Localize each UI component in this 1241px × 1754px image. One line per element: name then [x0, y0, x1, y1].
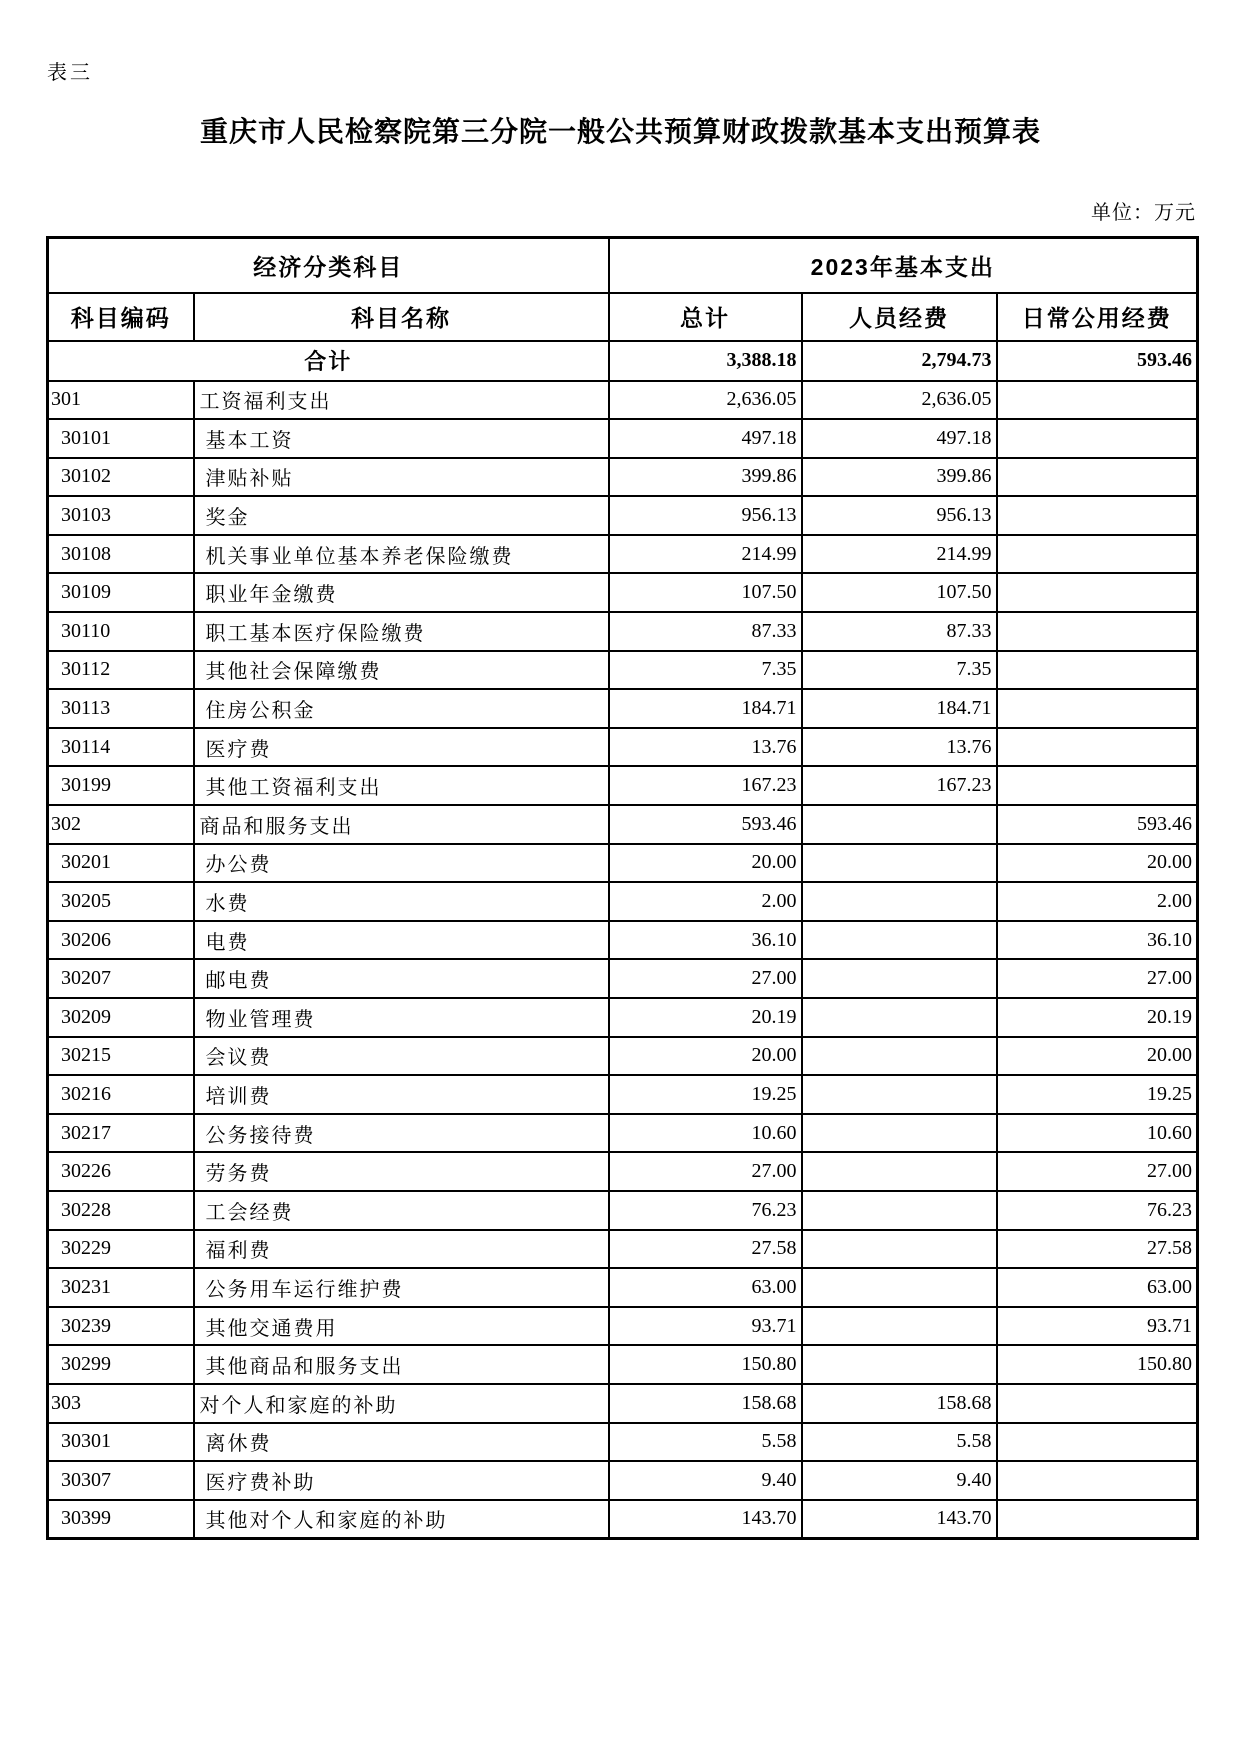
- personnel-cell: [802, 1230, 997, 1269]
- subject-name-cell: 机关事业单位基本养老保险缴费: [194, 535, 609, 574]
- daily-expense-cell: 27.58: [997, 1230, 1198, 1269]
- total-cell: 158.68: [609, 1384, 802, 1423]
- table-row: [48, 959, 1198, 998]
- total-cell: 36.10: [609, 921, 802, 960]
- personnel-cell: [802, 805, 997, 844]
- daily-expense-cell: 20.00: [997, 844, 1198, 883]
- total-cell: 150.80: [609, 1345, 802, 1384]
- subject-code-cell: 30108: [48, 535, 194, 574]
- table-row: [48, 882, 1198, 921]
- subject-name-cell: 奖金: [194, 496, 609, 535]
- daily-expense-cell: 20.19: [997, 998, 1198, 1037]
- daily-expense-cell: [997, 766, 1198, 805]
- header-2023-basic-expenditure: 2023年基本支出: [609, 238, 1198, 293]
- personnel-cell: [802, 921, 997, 960]
- column-header-subject-code: 科目编码: [48, 293, 194, 341]
- daily-expense-cell: [997, 612, 1198, 651]
- table-row: [48, 1500, 1198, 1539]
- table-row: [48, 1307, 1198, 1346]
- personnel-cell: [802, 882, 997, 921]
- subject-name-cell: 邮电费: [194, 959, 609, 998]
- subject-name-cell: 工资福利支出: [194, 381, 609, 420]
- daily-expense-cell: [997, 1384, 1198, 1423]
- personnel-cell: [802, 998, 997, 1037]
- grand-total-label: 合计: [48, 341, 609, 381]
- subject-name-cell: 其他社会保障缴费: [194, 651, 609, 690]
- subject-name-cell: 津贴补贴: [194, 458, 609, 497]
- daily-expense-cell: 19.25: [997, 1075, 1198, 1114]
- daily-expense-cell: [997, 458, 1198, 497]
- document-tag: 表三: [47, 62, 93, 84]
- subject-name-cell: 其他交通费用: [194, 1307, 609, 1346]
- personnel-cell: 5.58: [802, 1423, 997, 1462]
- subject-code-cell: 30226: [48, 1152, 194, 1191]
- subject-code-cell: 30307: [48, 1461, 194, 1500]
- personnel-cell: 399.86: [802, 458, 997, 497]
- subject-name-cell: 福利费: [194, 1230, 609, 1269]
- subject-name-cell: 电费: [194, 921, 609, 960]
- personnel-cell: 2,636.05: [802, 381, 997, 420]
- subject-code-cell: 30113: [48, 689, 194, 728]
- grand-total-personnel-cell: 2,794.73: [802, 341, 997, 381]
- personnel-cell: 497.18: [802, 419, 997, 458]
- total-cell: 27.58: [609, 1230, 802, 1269]
- subject-name-cell: 劳务费: [194, 1152, 609, 1191]
- personnel-cell: 184.71: [802, 689, 997, 728]
- subject-name-cell: 离休费: [194, 1423, 609, 1462]
- total-cell: 13.76: [609, 728, 802, 767]
- subject-code-cell: 30199: [48, 766, 194, 805]
- column-header-total: 总计: [609, 293, 802, 341]
- total-cell: 593.46: [609, 805, 802, 844]
- header-group-row: [48, 238, 1198, 293]
- table-row: [48, 921, 1198, 960]
- table-row: [48, 1461, 1198, 1500]
- daily-expense-cell: [997, 496, 1198, 535]
- total-cell: 2.00: [609, 882, 802, 921]
- table-row: [48, 805, 1198, 844]
- daily-expense-cell: 27.00: [997, 1152, 1198, 1191]
- subject-code-cell: 30103: [48, 496, 194, 535]
- total-cell: 76.23: [609, 1191, 802, 1230]
- total-cell: 5.58: [609, 1423, 802, 1462]
- total-cell: 497.18: [609, 419, 802, 458]
- subject-code-cell: 30228: [48, 1191, 194, 1230]
- table-row: [48, 766, 1198, 805]
- total-cell: 9.40: [609, 1461, 802, 1500]
- daily-expense-cell: 76.23: [997, 1191, 1198, 1230]
- total-cell: 20.00: [609, 844, 802, 883]
- personnel-cell: 7.35: [802, 651, 997, 690]
- total-cell: 10.60: [609, 1114, 802, 1153]
- header-columns-row: [48, 293, 1198, 341]
- table-row: [48, 998, 1198, 1037]
- subject-name-cell: 基本工资: [194, 419, 609, 458]
- total-cell: 20.00: [609, 1037, 802, 1076]
- subject-name-cell: 其他对个人和家庭的补助: [194, 1500, 609, 1539]
- personnel-cell: [802, 1345, 997, 1384]
- subject-code-cell: 30299: [48, 1345, 194, 1384]
- total-cell: 7.35: [609, 651, 802, 690]
- table-row: [48, 535, 1198, 574]
- personnel-cell: [802, 1268, 997, 1307]
- table-row: [48, 381, 1198, 420]
- daily-expense-cell: 36.10: [997, 921, 1198, 960]
- unit-note: 单位：万元: [1091, 202, 1196, 224]
- daily-expense-cell: 593.46: [997, 805, 1198, 844]
- subject-name-cell: 公务用车运行维护费: [194, 1268, 609, 1307]
- subject-code-cell: 30101: [48, 419, 194, 458]
- personnel-cell: [802, 1191, 997, 1230]
- table-row: [48, 689, 1198, 728]
- daily-expense-cell: 150.80: [997, 1345, 1198, 1384]
- daily-expense-cell: 63.00: [997, 1268, 1198, 1307]
- subject-code-cell: 30201: [48, 844, 194, 883]
- table-row: [48, 1345, 1198, 1384]
- daily-expense-cell: [997, 651, 1198, 690]
- subject-code-cell: 30114: [48, 728, 194, 767]
- personnel-cell: [802, 1037, 997, 1076]
- table-row: [48, 728, 1198, 767]
- subject-name-cell: 职业年金缴费: [194, 573, 609, 612]
- subject-name-cell: 住房公积金: [194, 689, 609, 728]
- subject-name-cell: 商品和服务支出: [194, 805, 609, 844]
- subject-name-cell: 其他商品和服务支出: [194, 1345, 609, 1384]
- subject-code-cell: 30399: [48, 1500, 194, 1539]
- page-title: 重庆市人民检察院第三分院一般公共预算财政拨款基本支出预算表: [199, 116, 1041, 147]
- daily-expense-cell: [997, 1461, 1198, 1500]
- table-row: [48, 1075, 1198, 1114]
- table-body: [48, 341, 1198, 1539]
- personnel-cell: 956.13: [802, 496, 997, 535]
- total-cell: 19.25: [609, 1075, 802, 1114]
- table-row: [48, 458, 1198, 497]
- daily-expense-cell: [997, 381, 1198, 420]
- total-cell: 20.19: [609, 998, 802, 1037]
- table-row: [48, 1384, 1198, 1423]
- subject-name-cell: 工会经费: [194, 1191, 609, 1230]
- subject-code-cell: 30110: [48, 612, 194, 651]
- grand-total-daily-cell: 593.46: [997, 341, 1198, 381]
- subject-code-cell: 301: [48, 381, 194, 420]
- personnel-cell: [802, 959, 997, 998]
- subject-name-cell: 会议费: [194, 1037, 609, 1076]
- subject-code-cell: 30206: [48, 921, 194, 960]
- personnel-cell: 214.99: [802, 535, 997, 574]
- personnel-cell: [802, 844, 997, 883]
- table-row: [48, 573, 1198, 612]
- subject-name-cell: 物业管理费: [194, 998, 609, 1037]
- subject-name-cell: 水费: [194, 882, 609, 921]
- daily-expense-cell: 2.00: [997, 882, 1198, 921]
- subject-code-cell: 303: [48, 1384, 194, 1423]
- personnel-cell: [802, 1075, 997, 1114]
- table-row: [48, 1230, 1198, 1269]
- table-row: [48, 419, 1198, 458]
- personnel-cell: 87.33: [802, 612, 997, 651]
- subject-code-cell: 30112: [48, 651, 194, 690]
- personnel-cell: 107.50: [802, 573, 997, 612]
- subject-code-cell: 302: [48, 805, 194, 844]
- subject-code-cell: 30217: [48, 1114, 194, 1153]
- subject-name-cell: 培训费: [194, 1075, 609, 1114]
- table-row: [48, 1423, 1198, 1462]
- grand-total-total-cell: 3,388.18: [609, 341, 802, 381]
- personnel-cell: 158.68: [802, 1384, 997, 1423]
- total-cell: 93.71: [609, 1307, 802, 1346]
- total-cell: 399.86: [609, 458, 802, 497]
- personnel-cell: 13.76: [802, 728, 997, 767]
- subject-code-cell: 30239: [48, 1307, 194, 1346]
- total-cell: 2,636.05: [609, 381, 802, 420]
- total-cell: 214.99: [609, 535, 802, 574]
- personnel-cell: 167.23: [802, 766, 997, 805]
- table-row: [48, 612, 1198, 651]
- table-row: [48, 1037, 1198, 1076]
- daily-expense-cell: [997, 1423, 1198, 1462]
- subject-code-cell: 30109: [48, 573, 194, 612]
- table-row: [48, 1191, 1198, 1230]
- subject-code-cell: 30301: [48, 1423, 194, 1462]
- total-cell: 184.71: [609, 689, 802, 728]
- total-cell: 27.00: [609, 1152, 802, 1191]
- column-header-daily-public-funds: 日常公用经费: [997, 293, 1198, 341]
- table-row: [48, 1114, 1198, 1153]
- daily-expense-cell: 10.60: [997, 1114, 1198, 1153]
- header-economic-classification: 经济分类科目: [48, 238, 609, 293]
- subject-name-cell: 办公费: [194, 844, 609, 883]
- subject-code-cell: 30215: [48, 1037, 194, 1076]
- total-cell: 167.23: [609, 766, 802, 805]
- column-header-personnel-funds: 人员经费: [802, 293, 997, 341]
- grand-total-row: [48, 341, 1198, 381]
- daily-expense-cell: 93.71: [997, 1307, 1198, 1346]
- budget-table: [46, 236, 1199, 1540]
- total-cell: 143.70: [609, 1500, 802, 1539]
- personnel-cell: 9.40: [802, 1461, 997, 1500]
- subject-name-cell: 医疗费: [194, 728, 609, 767]
- personnel-cell: [802, 1152, 997, 1191]
- subject-name-cell: 医疗费补助: [194, 1461, 609, 1500]
- subject-name-cell: 公务接待费: [194, 1114, 609, 1153]
- total-cell: 27.00: [609, 959, 802, 998]
- subject-code-cell: 30231: [48, 1268, 194, 1307]
- table-row: [48, 1268, 1198, 1307]
- subject-code-cell: 30207: [48, 959, 194, 998]
- daily-expense-cell: 20.00: [997, 1037, 1198, 1076]
- personnel-cell: [802, 1114, 997, 1153]
- personnel-cell: 143.70: [802, 1500, 997, 1539]
- table-row: [48, 651, 1198, 690]
- column-header-subject-name: 科目名称: [194, 293, 609, 341]
- daily-expense-cell: [997, 689, 1198, 728]
- daily-expense-cell: [997, 1500, 1198, 1539]
- subject-code-cell: 30229: [48, 1230, 194, 1269]
- total-cell: 956.13: [609, 496, 802, 535]
- daily-expense-cell: 27.00: [997, 959, 1198, 998]
- total-cell: 63.00: [609, 1268, 802, 1307]
- total-cell: 87.33: [609, 612, 802, 651]
- daily-expense-cell: [997, 728, 1198, 767]
- table-row: [48, 844, 1198, 883]
- personnel-cell: [802, 1307, 997, 1346]
- total-cell: 107.50: [609, 573, 802, 612]
- table-row: [48, 496, 1198, 535]
- daily-expense-cell: [997, 573, 1198, 612]
- subject-name-cell: 对个人和家庭的补助: [194, 1384, 609, 1423]
- subject-code-cell: 30102: [48, 458, 194, 497]
- subject-code-cell: 30205: [48, 882, 194, 921]
- subject-code-cell: 30216: [48, 1075, 194, 1114]
- daily-expense-cell: [997, 535, 1198, 574]
- subject-name-cell: 其他工资福利支出: [194, 766, 609, 805]
- daily-expense-cell: [997, 419, 1198, 458]
- subject-name-cell: 职工基本医疗保险缴费: [194, 612, 609, 651]
- subject-code-cell: 30209: [48, 998, 194, 1037]
- table-row: [48, 1152, 1198, 1191]
